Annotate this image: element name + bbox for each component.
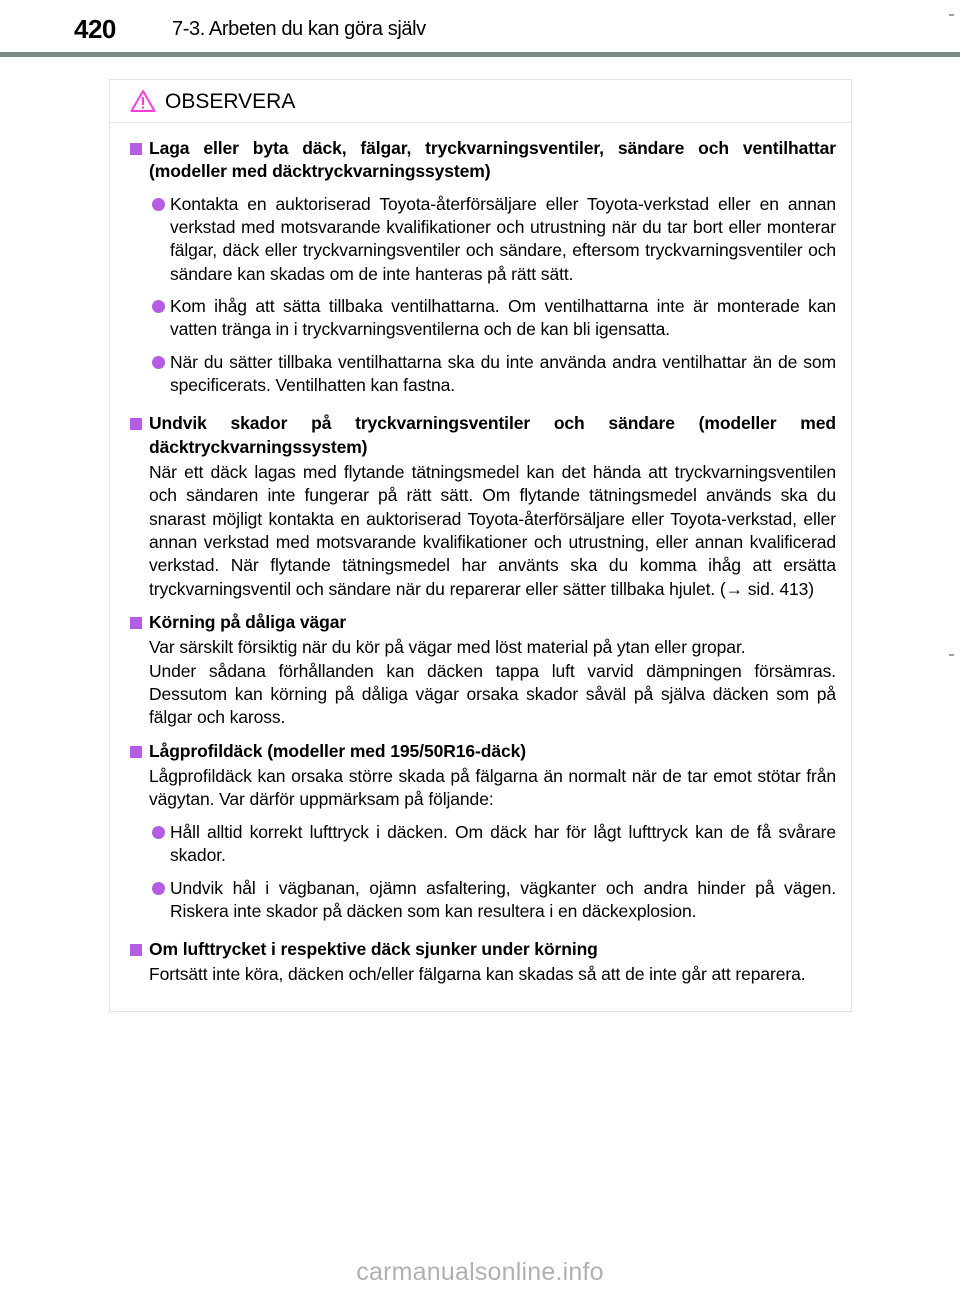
- notice-block: [125, 412, 836, 601]
- dot-bullet-icon: [152, 882, 165, 895]
- block-heading-text: Körning på dåliga vägar: [149, 612, 347, 633]
- notice-block: [125, 611, 836, 730]
- block-heading-text: Om lufttrycket i respektive däck sjunker under körning: [149, 939, 598, 960]
- block-spacer: [125, 732, 836, 740]
- list-item-text: När du sätter tillbaka ventilhattarna ska du inte använda andra ventilhattar än de som specificerats. Ventilhatten kan fastna.: [170, 351, 836, 396]
- paragraph: Under sådana förhållanden kan däcken tappa luft varvid dämpningen försämras. Dessutom kan körning på dåliga vägar orsaka skador såväl på själva däcken som på fälgar och kaross.: [149, 660, 836, 728]
- page-number: 420: [74, 14, 116, 44]
- block-spacer: [125, 603, 836, 611]
- square-bullet-icon: [130, 944, 142, 956]
- dot-bullet-icon: [152, 356, 165, 369]
- dot-bullet-icon: [152, 300, 165, 313]
- block-heading: [125, 412, 836, 459]
- page-header: [0, 0, 960, 52]
- registration-tick-top-right: [949, 14, 954, 16]
- header-divider-rule: [0, 52, 960, 57]
- list-item-text: Håll alltid korrekt lufttryck i däcken. Om däck har för lågt lufttryck kan de få svårare skador.: [170, 821, 836, 866]
- square-bullet-icon: [130, 746, 142, 758]
- list-item-text: Kom ihåg att sätta tillbaka ventilhattarna. Om ventilhattarna inte är monterade kan vatten tränga in i tryckvarningsventilerna och de kan bli igensatta.: [170, 295, 836, 340]
- list-item: [125, 295, 836, 342]
- list-item: [125, 351, 836, 398]
- block-heading: [125, 137, 836, 184]
- notice-block: [125, 740, 836, 923]
- square-bullet-icon: [130, 143, 142, 155]
- block-heading-text: Laga eller byta däck, fälgar, tryckvarningsventiler, sändare och ventilhattar (modeller med däcktryckvarningssystem): [149, 138, 836, 182]
- dot-bullet-icon: [152, 826, 165, 839]
- dot-bullet-icon: [152, 198, 165, 211]
- block-spacer: [125, 925, 836, 938]
- block-heading-text: Undvik skador på tryckvarningsventiler och sändare (modeller med däcktryckvarningssystem): [149, 413, 836, 457]
- square-bullet-icon: [130, 418, 142, 430]
- square-bullet-icon: [130, 617, 142, 629]
- section-title: 7-3. Arbeten du kan göra själv: [172, 18, 426, 40]
- list-item-text: Undvik hål i vägbanan, ojämn asfaltering, vägkanter och andra hinder på vägen. Riskera inte skador på däcken som kan resultera i en däckexplosion.: [170, 877, 836, 921]
- paragraph: Var särskilt försiktig när du kör på vägar med löst material på ytan eller gropar.: [149, 637, 746, 658]
- paragraph: Lågprofildäck kan orsaka större skada på fälgarna än normalt när de tar emot stötar från vägytan. Var därför uppmärksam på följande:: [149, 766, 836, 810]
- site-watermark: carmanualsonline.info: [356, 1258, 604, 1286]
- notice-title: OBSERVERA: [165, 89, 296, 113]
- warning-triangle-icon: [130, 89, 156, 113]
- observera-notice-box: [109, 79, 852, 1012]
- list-item-text: Kontakta en auktoriserad Toyota-återförsäljare eller Toyota-verkstad eller en annan verkstad med motsvarande kvalifikationer och utrustning när du tar bort eller monterar fälgar, däck eller tryckvarningsventiler och sändare, eftersom tryckvarningsventiler och sändare kan skadas om de inte hanteras på rätt sätt.: [170, 193, 836, 284]
- block-heading: [125, 938, 836, 961]
- list-item: [125, 877, 836, 924]
- block-spacer: [125, 399, 836, 412]
- block-heading: [125, 740, 836, 763]
- list-item: [125, 821, 836, 868]
- block-heading-text: Lågprofildäck (modeller med 195/50R16-däck): [149, 740, 526, 761]
- notice-block: [125, 137, 836, 397]
- block-heading: [125, 611, 836, 634]
- registration-tick-bottom-right: [949, 654, 954, 656]
- notice-body: [110, 123, 851, 1011]
- notice-header: [110, 80, 851, 123]
- paragraph: När ett däck lagas med flytande tätningsmedel kan det hända att tryckvarningsventilen och sändaren inte fungerar på rätt sätt. Om flytande tätningsmedel används ska du snarast möjligt kontakta en auktoriserad Toyota-återförsäljare eller Toyota-verkstad, eller annan verkstad med motsvarande kvalifikationer och utrustning, eller annan kvalificerad verkstad. När flytande tätningsmedel har använts ska du komma ihåg att ersätta tryckvarningsventil och sändare när du reparerar eller sätter tillbaka hjulet. (→ sid. 413): [149, 461, 836, 599]
- paragraph: Fortsätt inte köra, däcken och/eller fälgarna kan skadas så att de inte går att reparera.: [149, 964, 806, 985]
- notice-block: [125, 938, 836, 987]
- list-item: [125, 193, 836, 286]
